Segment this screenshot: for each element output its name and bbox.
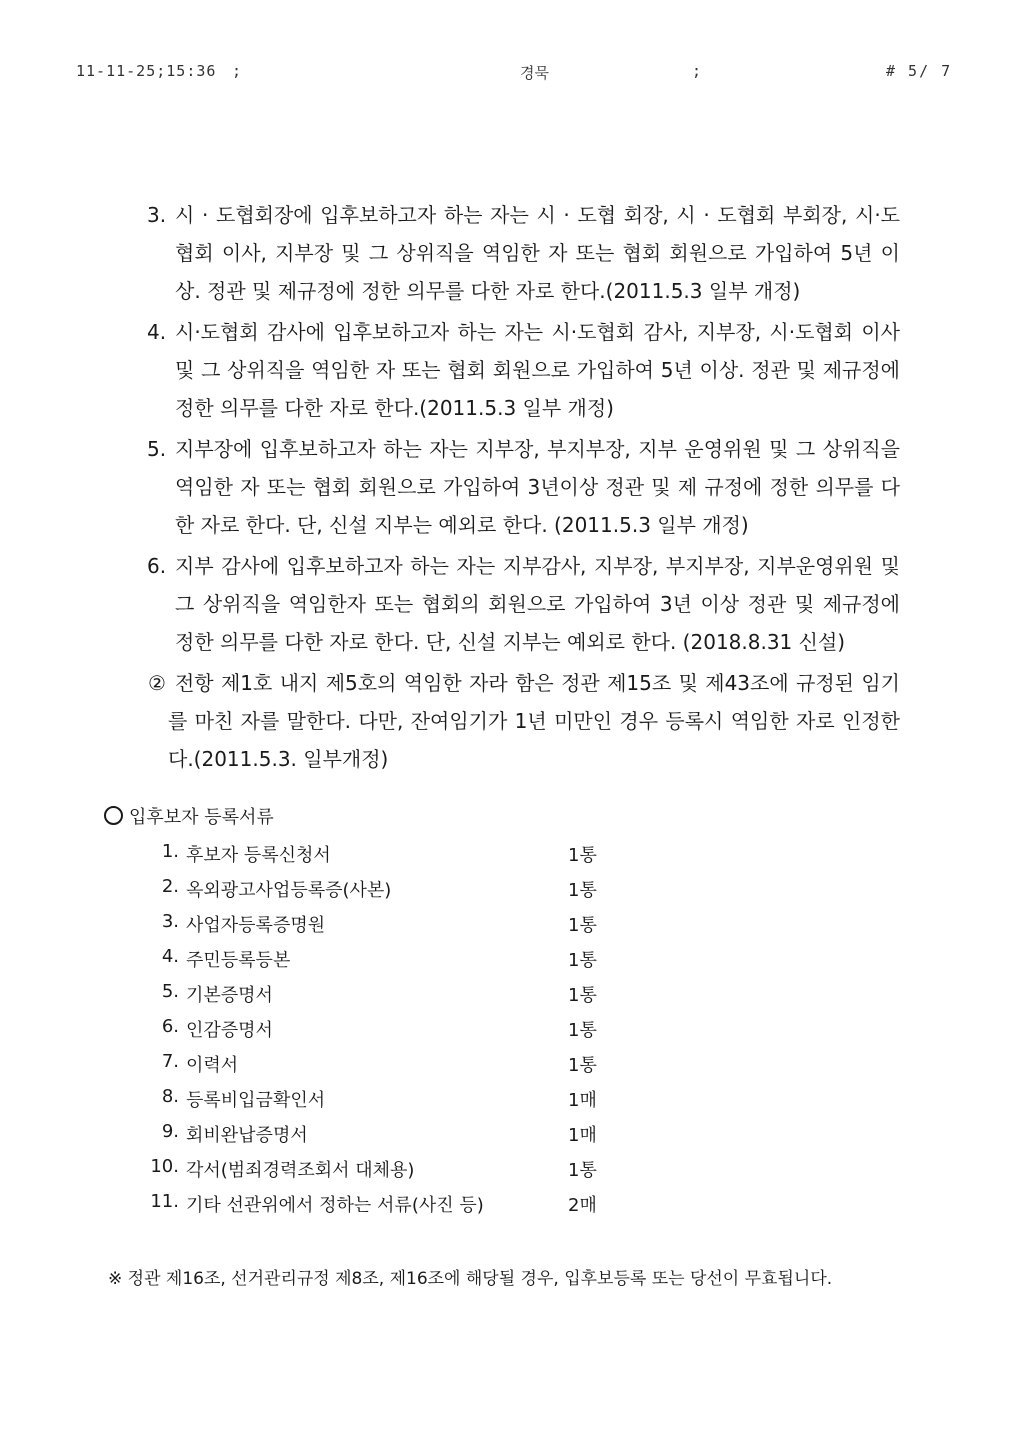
clause-number: 5. (147, 437, 167, 461)
item-quantity: 1매 (568, 1125, 597, 1146)
item-name: 후보자 등록신청서 (186, 845, 331, 866)
list-item (0, 1191, 1024, 1226)
clause-paragraph-2 (148, 664, 900, 778)
fax-sender: 경묵 (520, 64, 549, 82)
clause-number: 3. (147, 203, 167, 227)
list-item (0, 946, 1024, 981)
document-list (0, 841, 1024, 1226)
item-number: 5. (161, 981, 179, 1002)
clause-5 (147, 430, 900, 544)
item-number: 3. (161, 911, 179, 932)
clause-3 (147, 196, 900, 310)
clause-text: 시·도협회 감사에 입후보하고자 하는 자는 시·도협회 감사, 지부장, 시·도협회 이사 및 그 상위직을 역임한 자 또는 협회 회원으로 가입하여 5년 이상. 정관 및 제규정에 정한 의무를 다한 자로 한다.(2011.5.3 일부 개정) (175, 320, 900, 420)
item-name: 등록비입금확인서 (186, 1090, 326, 1111)
clause-text: 시 · 도협회장에 입후보하고자 하는 자는 시 · 도협 회장, 시 · 도협회 부회장, 시·도협회 이사, 지부장 및 그 상위직을 역임한 자 또는 협회 회원으로 가입하여 5년 이상. 정관 및 제규정에 정한 의무를 다한 자로 한다.(2011.5.3 일부 개정) (175, 203, 900, 303)
item-name: 인감증명서 (186, 1020, 273, 1041)
list-item (0, 876, 1024, 911)
item-quantity: 1통 (568, 950, 597, 971)
item-number: 9. (161, 1121, 179, 1142)
item-quantity: 1통 (568, 845, 597, 866)
item-number: 1. (161, 841, 179, 862)
item-number: 4. (161, 946, 179, 967)
item-number: 6. (161, 1016, 179, 1037)
item-name: 기타 선관위에서 정하는 서류(사진 등) (186, 1195, 484, 1216)
item-number: 2. (161, 876, 179, 897)
list-item (0, 911, 1024, 946)
item-name: 사업자등록증명원 (186, 915, 326, 936)
documents-heading-text: 입후보자 등록서류 (129, 807, 274, 828)
list-item (0, 841, 1024, 876)
fax-separator-2: ; (692, 62, 702, 80)
circle-bullet-icon (104, 806, 123, 825)
item-quantity: 1매 (568, 1090, 597, 1111)
paragraph-number: ② (148, 671, 167, 695)
list-item (0, 1016, 1024, 1051)
clause-4 (147, 313, 900, 427)
item-number: 7. (161, 1051, 179, 1072)
clause-6 (147, 547, 900, 661)
paragraph-text: 전항 제1호 내지 제5호의 역임한 자라 함은 정관 제15조 및 제43조에 규정된 임기를 마친 자를 말한다. 다만, 잔여임기가 1년 미만인 경우 등록시 역임한 자로 인정한다.(2011.5.3. 일부개정) (168, 671, 900, 771)
item-quantity: 1통 (568, 985, 597, 1006)
item-quantity: 1통 (568, 1160, 597, 1181)
fax-header (0, 62, 1024, 86)
list-item (0, 1086, 1024, 1121)
item-name: 주민등록등본 (186, 950, 291, 971)
item-quantity: 1통 (568, 880, 597, 901)
item-quantity: 1통 (568, 1020, 597, 1041)
item-quantity: 1통 (568, 915, 597, 936)
fax-page-number: # 5/ 7 (886, 62, 953, 80)
item-name: 회비완납증명서 (186, 1125, 308, 1146)
fax-separator: ; (232, 62, 242, 80)
list-item (0, 981, 1024, 1016)
footnote: ※ 정관 제16조, 선거관리규정 제8조, 제16조에 해당될 경우, 입후보등록 또는 당선이 무효됩니다. (108, 1269, 833, 1289)
item-number: 11. (150, 1191, 179, 1212)
clauses-section (0, 196, 1024, 778)
item-number: 8. (161, 1086, 179, 1107)
list-item (0, 1121, 1024, 1156)
item-quantity: 1통 (568, 1055, 597, 1076)
item-name: 이력서 (186, 1055, 239, 1076)
fax-datetime: 11-11-25;15:36 (76, 62, 217, 80)
clause-number: 6. (147, 554, 167, 578)
item-name: 각서(범죄경력조회서 대체용) (186, 1160, 415, 1181)
item-name: 옥외광고사업등록증(사본) (186, 880, 392, 901)
list-item (0, 1156, 1024, 1191)
clause-text: 지부장에 입후보하고자 하는 자는 지부장, 부지부장, 지부 운영위원 및 그 상위직을 역임한 자 또는 협회 회원으로 가입하여 3년이상 정관 및 제 규정에 정한 의무를 다한 자로 한다. 단, 신설 지부는 예외로 한다. (2011.5.3 일부 개정) (175, 437, 900, 537)
item-number: 10. (150, 1156, 179, 1177)
documents-heading (104, 803, 274, 829)
list-item (0, 1051, 1024, 1086)
clause-number: 4. (147, 320, 167, 344)
item-quantity: 2매 (568, 1195, 597, 1216)
clause-text: 지부 감사에 입후보하고자 하는 자는 지부감사, 지부장, 부지부장, 지부운영위원 및 그 상위직을 역임한자 또는 협회의 회원으로 가입하여 3년 이상 정관 및 제규정에 정한 의무를 다한 자로 한다. 단, 신설 지부는 예외로 한다. (2018.8.31 신설) (175, 554, 900, 654)
item-name: 기본증명서 (186, 985, 273, 1006)
